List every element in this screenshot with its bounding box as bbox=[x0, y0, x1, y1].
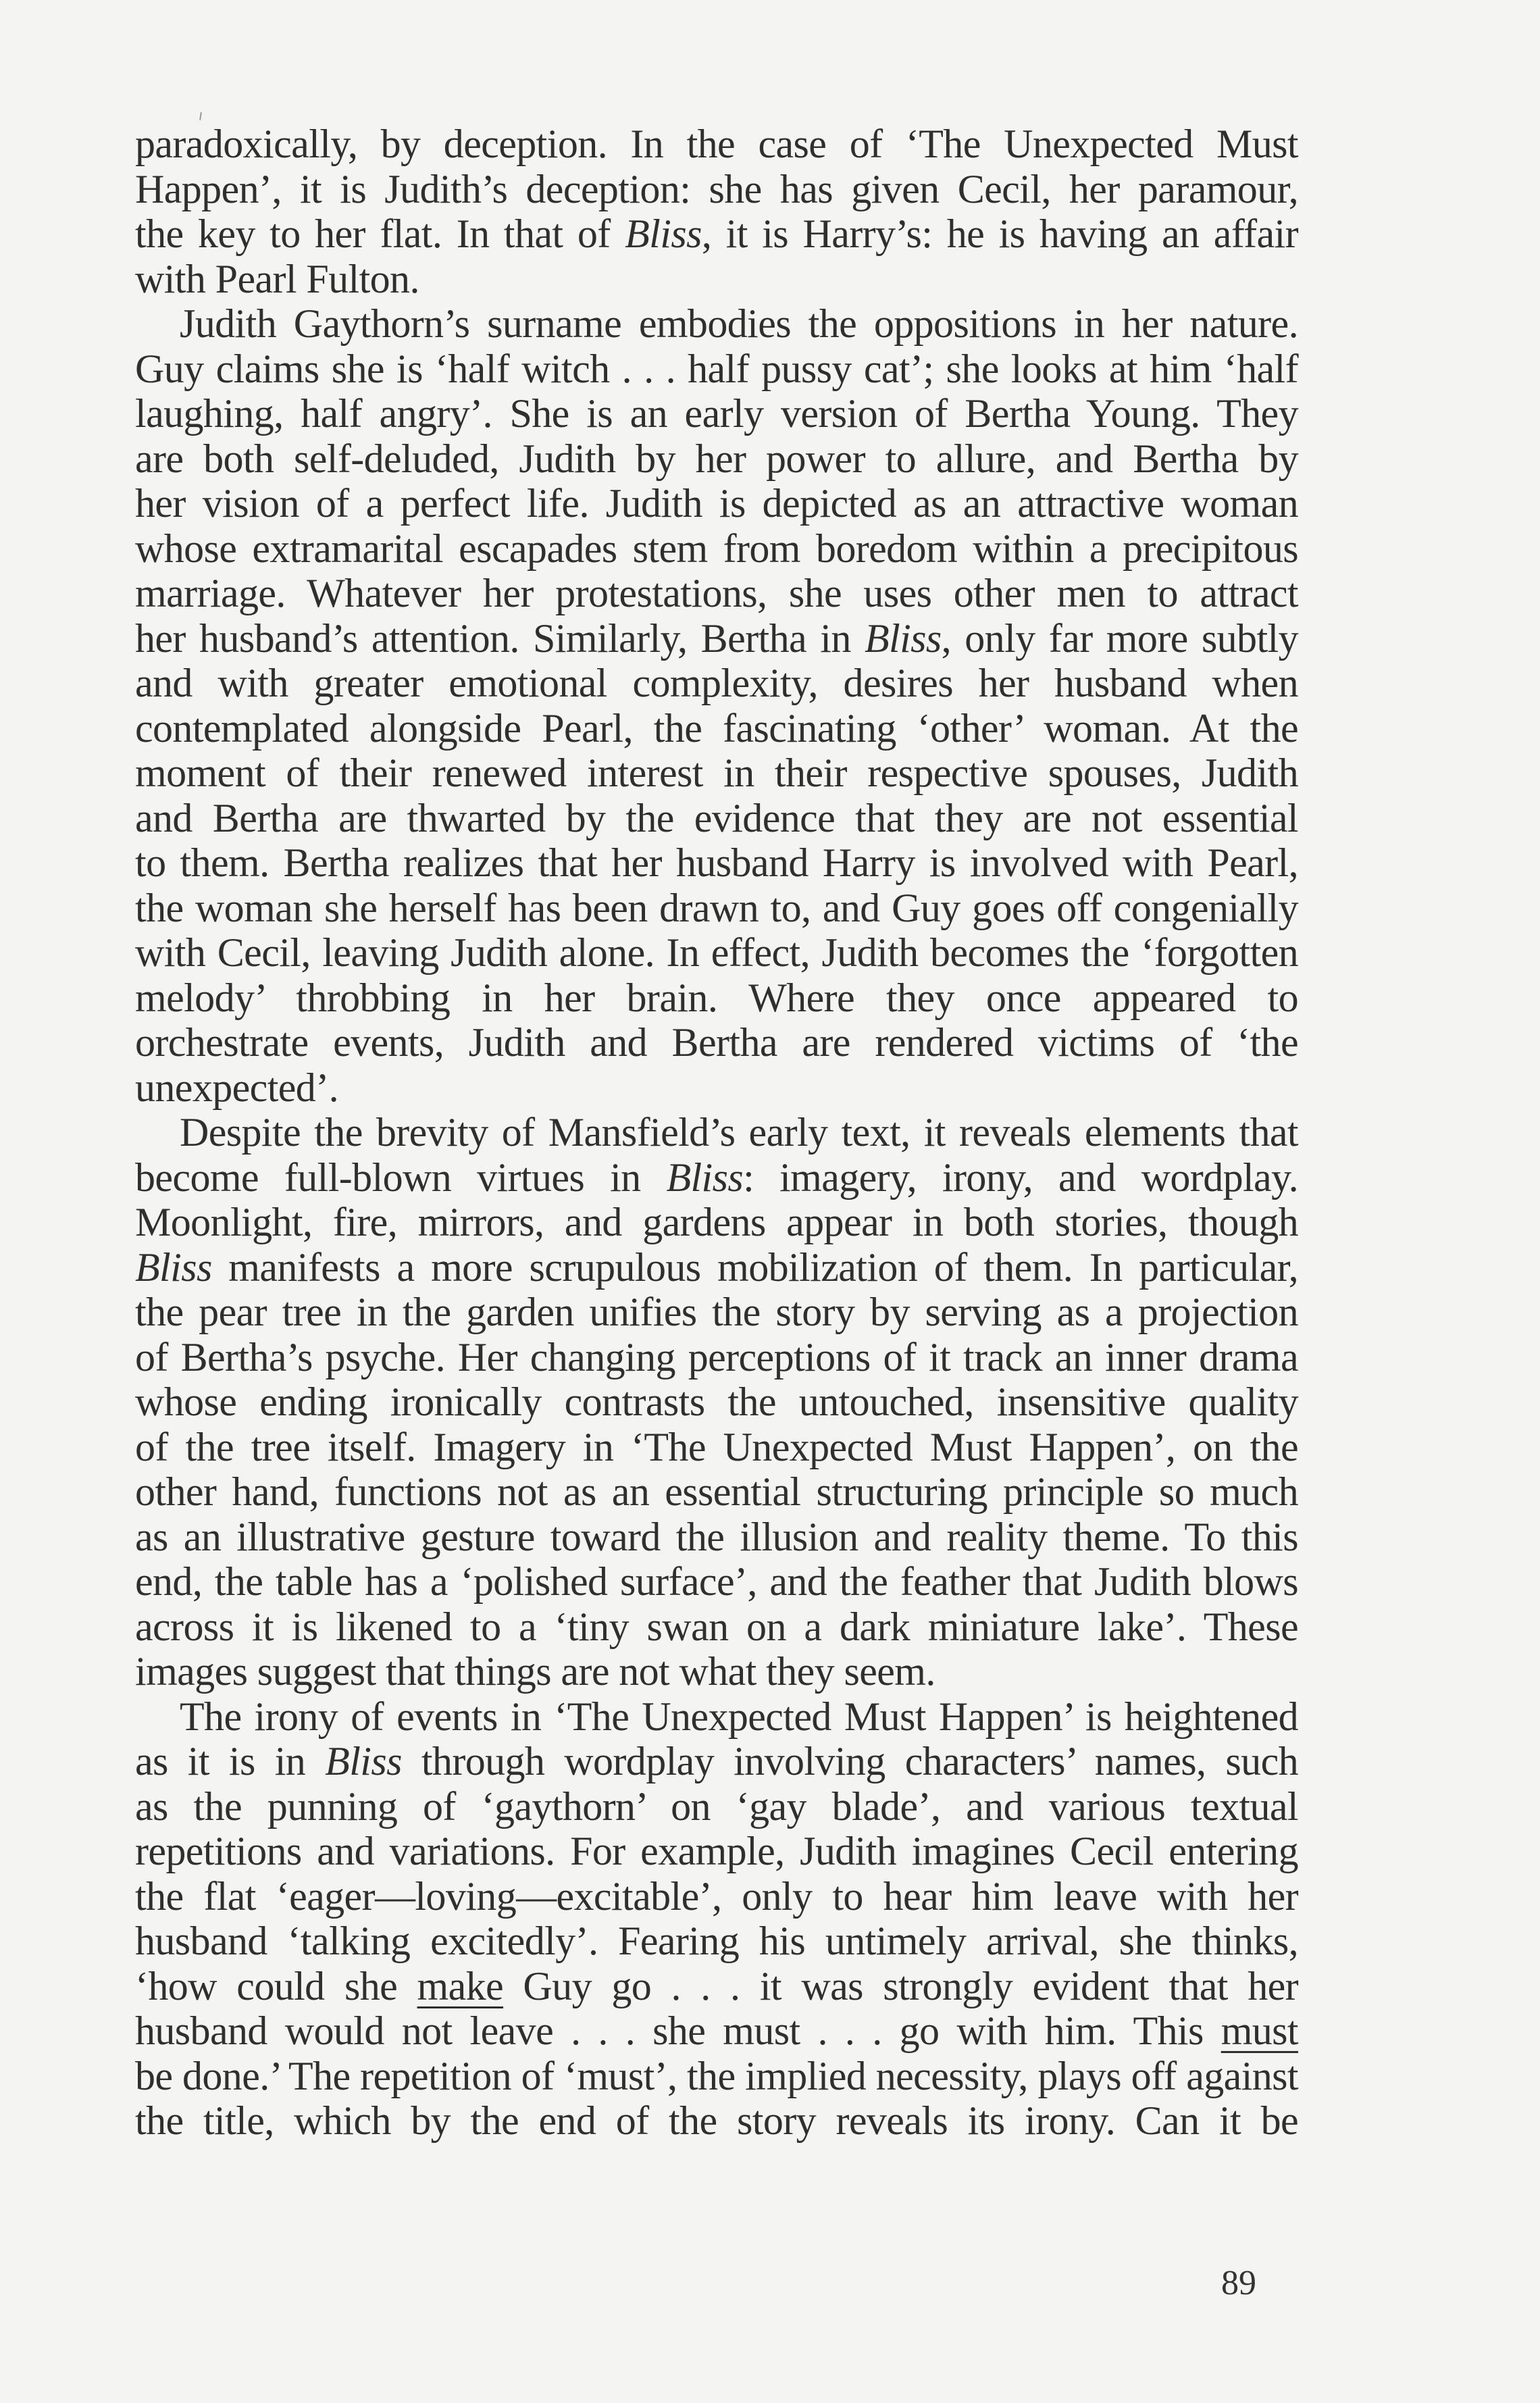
text-segment: with Cecil, leaving Judith alone. In effect, Judith becomes the ‘forgotten bbox=[135, 930, 1298, 975]
text-line bbox=[135, 1694, 1298, 1740]
text-line bbox=[135, 616, 1298, 661]
text-segment: Despite the brevity of Mansfield’s early text, it reveals elements that bbox=[180, 1110, 1298, 1155]
text-line bbox=[135, 1649, 1298, 1694]
text-line bbox=[135, 796, 1298, 841]
text-line bbox=[135, 1020, 1298, 1065]
page-body-text bbox=[135, 122, 1298, 2144]
text-segment: as an illustrative gesture toward the illusion and reality theme. To this bbox=[135, 1514, 1298, 1559]
paragraph bbox=[135, 301, 1298, 1110]
italic-title: Bliss bbox=[666, 1155, 744, 1200]
text-segment: whose extramarital escapades stem from boredom within a precipitous bbox=[135, 526, 1298, 571]
text-segment: Happen’, it is Judith’s deception: she has given Cecil, her paramour, bbox=[135, 166, 1298, 211]
text-line bbox=[135, 1200, 1298, 1245]
text-segment: orchestrate events, Judith and Bertha are rendered victims of ‘the bbox=[135, 1020, 1298, 1065]
text-line bbox=[135, 976, 1298, 1021]
text-segment: The irony of events in ‘The Unexpected Must Happen’ is heightened bbox=[180, 1694, 1298, 1739]
text-segment: end, the table has a ‘polished surface’, and the feather that Judith blows bbox=[135, 1559, 1298, 1604]
text-segment: with Pearl Fulton. bbox=[135, 256, 419, 301]
paragraph bbox=[135, 122, 1298, 301]
text-line bbox=[135, 122, 1298, 167]
text-line bbox=[135, 1559, 1298, 1604]
text-segment: Guy go . . . it was strongly evident that her bbox=[503, 1963, 1299, 2008]
text-segment: whose ending ironically contrasts the untouched, insensitive quality bbox=[135, 1380, 1298, 1424]
text-segment: as the punning of ‘gaythorn’ on ‘gay blade’, and various textual bbox=[135, 1784, 1298, 1829]
page-number: 89 bbox=[1221, 2264, 1256, 2302]
text-line bbox=[135, 257, 1298, 302]
text-line bbox=[135, 211, 1298, 257]
text-segment: and with greater emotional complexity, desires her husband when bbox=[135, 661, 1298, 705]
text-segment: Moonlight, fire, mirrors, and gardens appear in both stories, though bbox=[135, 1200, 1298, 1244]
text-segment: across it is likened to a ‘tiny swan on a dark miniature lake’. These bbox=[135, 1604, 1298, 1649]
text-segment: repetitions and variations. For example, Judith imagines Cecil entering bbox=[135, 1829, 1298, 1873]
text-line bbox=[135, 1515, 1298, 1560]
text-line bbox=[135, 1335, 1298, 1380]
text-line bbox=[135, 840, 1298, 886]
text-segment: the title, which by the end of the story reveals its irony. Can it be bbox=[135, 2098, 1298, 2143]
text-line bbox=[135, 2008, 1298, 2054]
text-line bbox=[135, 1380, 1298, 1425]
text-line bbox=[135, 481, 1298, 526]
text-segment: her husband’s attention. Similarly, Bertha in bbox=[135, 615, 865, 661]
text-segment: melody’ throbbing in her brain. Where they once appeared to bbox=[135, 975, 1298, 1020]
text-line bbox=[135, 571, 1298, 616]
italic-title: Bliss bbox=[135, 1244, 212, 1290]
text-line bbox=[135, 1425, 1298, 1470]
text-segment: to them. Bertha realizes that her husband Harry is involved with Pearl, bbox=[135, 840, 1298, 885]
text-segment: the woman she herself has been drawn to, and Guy goes off congenially bbox=[135, 885, 1298, 930]
text-line bbox=[135, 751, 1298, 796]
text-segment: contemplated alongside Pearl, the fascinating ‘other’ woman. At the bbox=[135, 705, 1298, 751]
text-segment: as it is in bbox=[135, 1739, 326, 1784]
text-line bbox=[135, 1919, 1298, 1964]
text-line bbox=[135, 2098, 1298, 2144]
italic-title: Bliss bbox=[864, 615, 942, 661]
text-segment: of Bertha’s psyche. Her changing perceptions of it track an inner drama bbox=[135, 1334, 1298, 1380]
text-segment: be done.’ The repetition of ‘must’, the implied necessity, plays off against bbox=[135, 2053, 1298, 2098]
text-line bbox=[135, 1874, 1298, 1919]
italic-title: Bliss bbox=[625, 211, 702, 256]
text-line bbox=[135, 1739, 1298, 1784]
text-segment: are both self-deluded, Judith by her power to allure, and Bertha by bbox=[135, 436, 1298, 481]
text-segment: become full-blown virtues in bbox=[135, 1155, 667, 1200]
text-segment: : imagery, irony, and wordplay. bbox=[743, 1155, 1298, 1200]
text-segment: laughing, half angry’. She is an early version of Bertha Young. They bbox=[135, 391, 1298, 436]
text-line bbox=[135, 2054, 1298, 2099]
text-line bbox=[135, 1065, 1298, 1111]
text-line bbox=[135, 661, 1298, 706]
text-segment: husband ‘talking excitedly’. Fearing his untimely arrival, she thinks, bbox=[135, 1919, 1298, 1963]
italic-title: Bliss bbox=[325, 1739, 402, 1784]
text-line bbox=[135, 1829, 1298, 1874]
text-segment: moment of their renewed interest in their respective spouses, Judith bbox=[135, 751, 1298, 795]
underlined-emphasis: must bbox=[1221, 2008, 1298, 2053]
text-line bbox=[135, 1469, 1298, 1515]
underlined-emphasis: make bbox=[417, 1963, 504, 2008]
text-segment: ‘how could she bbox=[135, 1963, 417, 2008]
text-line bbox=[135, 1245, 1298, 1290]
text-segment: the flat ‘eager—loving—excitable’, only to hear him leave with her bbox=[135, 1873, 1298, 1919]
paragraph bbox=[135, 1694, 1298, 2144]
text-segment: the pear tree in the garden unifies the story by serving as a projection bbox=[135, 1290, 1298, 1334]
text-segment: paradoxically, by deception. In the case of ‘The Unexpected Must bbox=[135, 122, 1298, 166]
stray-ink-mark bbox=[199, 112, 202, 120]
text-segment: Guy claims she is ‘half witch . . . half pussy cat’; she looks at him ‘half bbox=[135, 346, 1298, 391]
text-line bbox=[135, 301, 1298, 347]
text-line bbox=[135, 391, 1298, 436]
text-segment: of the tree itself. Imagery in ‘The Unexpected Must Happen’, on the bbox=[135, 1424, 1298, 1469]
text-segment: the key to her flat. In that of bbox=[135, 211, 625, 256]
text-segment: through wordplay involving characters’ names, such bbox=[401, 1739, 1298, 1784]
text-line bbox=[135, 930, 1298, 976]
text-line bbox=[135, 886, 1298, 931]
text-segment: marriage. Whatever her protestations, she uses other men to attract bbox=[135, 571, 1298, 615]
text-line bbox=[135, 347, 1298, 392]
text-segment: husband would not leave . . . she must . . . go with him. This bbox=[135, 2008, 1221, 2053]
text-line bbox=[135, 436, 1298, 482]
text-segment: her vision of a perfect life. Judith is depicted as an attractive woman bbox=[135, 481, 1298, 526]
text-line bbox=[135, 1604, 1298, 1650]
text-line bbox=[135, 526, 1298, 572]
text-segment: images suggest that things are not what they seem. bbox=[135, 1649, 935, 1694]
text-segment: other hand, functions not as an essential structuring principle so much bbox=[135, 1469, 1298, 1514]
text-segment: Judith Gaythorn’s surname embodies the oppositions in her nature. bbox=[180, 301, 1298, 346]
paragraph bbox=[135, 1110, 1298, 1694]
text-line bbox=[135, 1290, 1298, 1335]
text-line bbox=[135, 1155, 1298, 1200]
text-segment: unexpected’. bbox=[135, 1065, 338, 1110]
text-line bbox=[135, 1964, 1298, 2009]
text-segment: manifests a more scrupulous mobilization of them. In particular, bbox=[211, 1244, 1298, 1290]
text-segment: , only far more subtly bbox=[941, 615, 1298, 661]
text-segment: and Bertha are thwarted by the evidence that they are not essential bbox=[135, 795, 1298, 840]
text-line bbox=[135, 706, 1298, 751]
text-segment: , it is Harry’s: he is having an affair bbox=[701, 211, 1298, 256]
text-line bbox=[135, 167, 1298, 212]
text-line bbox=[135, 1784, 1298, 1829]
text-line bbox=[135, 1110, 1298, 1155]
